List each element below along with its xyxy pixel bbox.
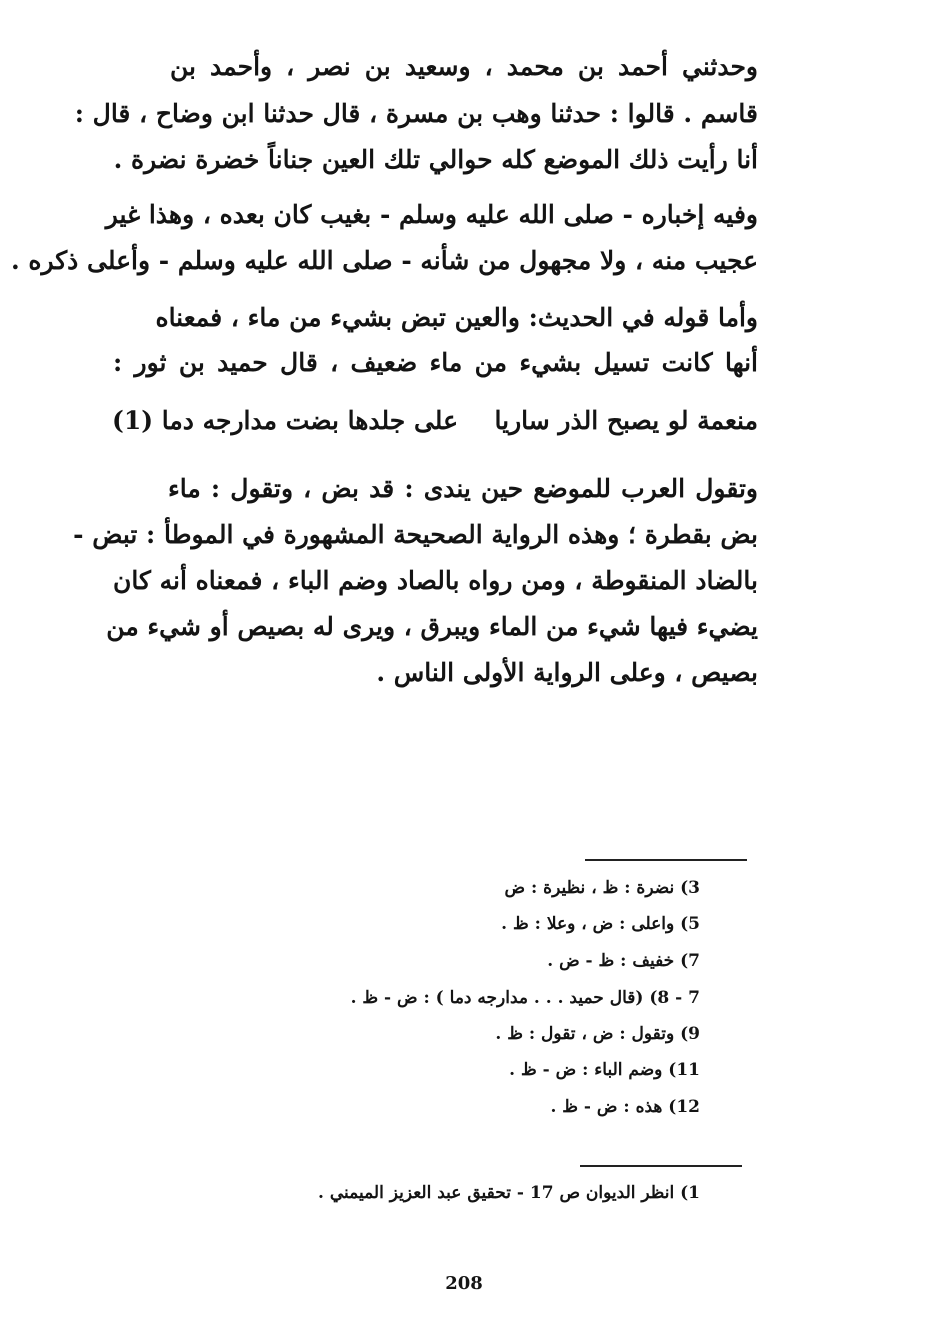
body-line: بض بقطرة ؛ وهذه الرواية الصحيحة المشهورة في الموطأ : تبض - bbox=[73, 520, 758, 549]
body-line: قاسم . قالوا : حدثنا وهب بن مسرة ، قال حدثنا ابن وضاح ، قال : bbox=[74, 99, 758, 128]
verse-hemistich-second: على جلدها بضت مدارجه دما (1) bbox=[112, 406, 458, 435]
variant-note: 9) وتقول : ض ، تقول : ظ . bbox=[495, 1024, 700, 1044]
variant-note: 5) واعلى : ض ، وعلا : ظ . bbox=[501, 914, 700, 934]
page-number: 208 bbox=[445, 1273, 483, 1294]
variant-note: 7 - 8) (قال حميد . . . مدارجه دما ) : ض - ظ . bbox=[350, 988, 700, 1008]
body-line: وفيه إخباره - صلى الله عليه وسلم - بغيب كان بعده ، وهذا غير bbox=[105, 200, 758, 229]
body-line: بالضاد المنقوطة ، ومن رواه بالصاد وضم الباء ، فمعناه أنه كان bbox=[113, 566, 758, 595]
body-line: عجيب منه ، ولا مجهول من شأنه - صلى الله عليه وسلم - وأعلى ذكره . bbox=[10, 246, 758, 275]
variant-note: 7) خفيف : ظ - ض . bbox=[547, 951, 700, 971]
body-line: يضيء فيها شيء من الماء ويبرق ، ويرى له بصيص أو شيء من bbox=[106, 612, 758, 641]
body-line: بصيص ، وعلى الرواية الأولى الناس . bbox=[376, 658, 758, 687]
body-line: وحدثني أحمد بن محمد ، وسعيد بن نصر ، وأحمد بن bbox=[170, 52, 758, 81]
footnote-separator bbox=[585, 859, 747, 861]
source-footnote: 1) انظر الديوان ص 17 - تحقيق عبد العزيز الميمني . bbox=[317, 1183, 700, 1203]
variant-note: 12) هذه : ض - ظ . bbox=[550, 1097, 700, 1117]
body-line: أنها كانت تسيل بشيء من ماء ضعيف ، قال حميد بن ثور : bbox=[113, 348, 758, 377]
variant-note: 3) نضرة : ظ ، نظيرة : ض bbox=[504, 878, 700, 898]
body-line: وتقول العرب للموضع حين يندى : قد بض ، وتقول : ماء bbox=[168, 474, 758, 503]
body-line: وأما قوله في الحديث: والعين تبض بشيء من ماء ، فمعناه bbox=[155, 303, 758, 332]
body-line: أنا رأيت ذلك الموضع كله حوالي تلك العين جناناً خضرة نضرة . bbox=[113, 145, 758, 174]
footnote-separator bbox=[580, 1165, 742, 1167]
variant-note: 11) وضم الباء : ض - ظ . bbox=[509, 1060, 700, 1080]
verse-hemistich-first: منعمة لو يصبح الذر ساريا bbox=[494, 406, 758, 435]
